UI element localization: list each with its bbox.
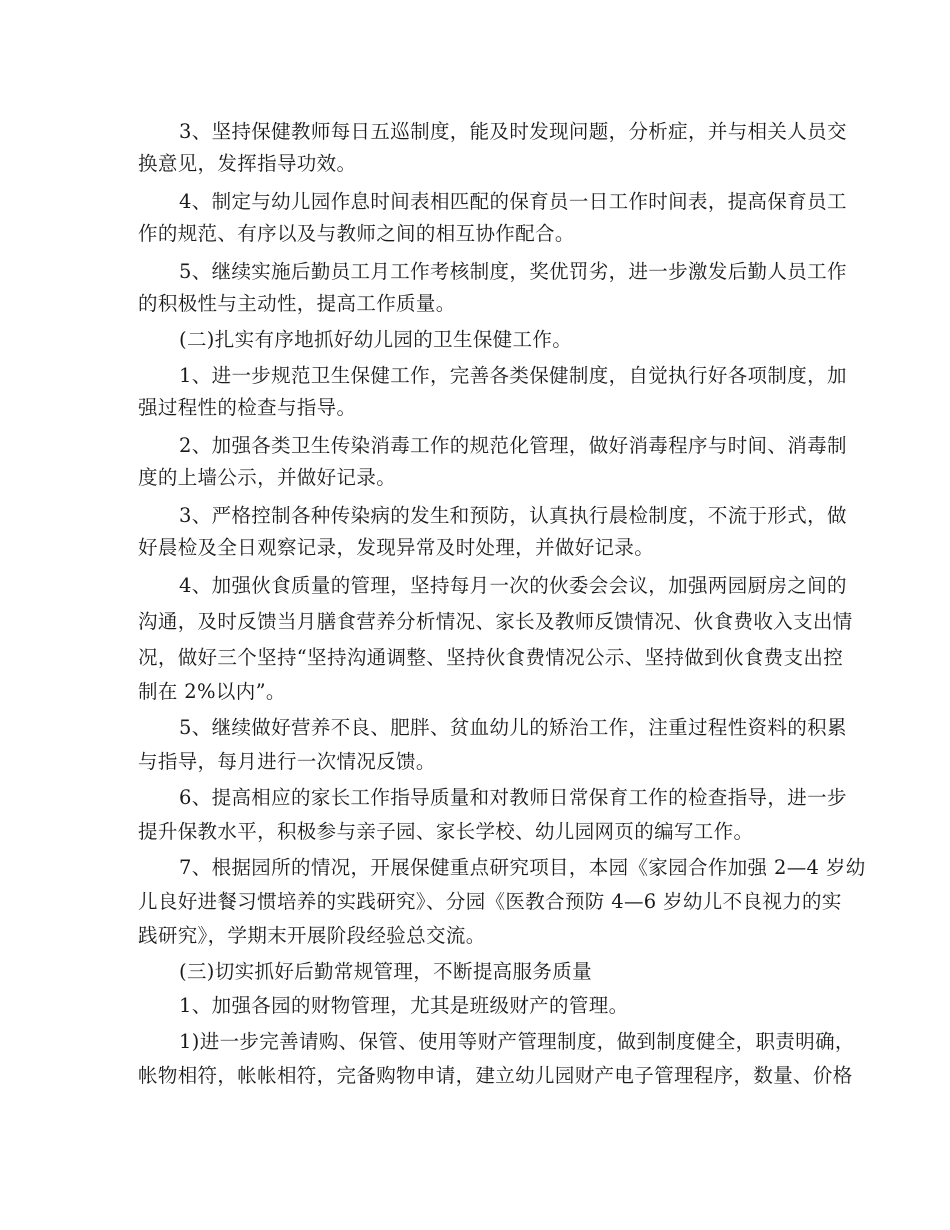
section-heading: (二)扎实有序地抓好幼儿园的卫生保健工作。 bbox=[179, 328, 573, 351]
paragraph-line: 1)进一步完善请购、保管、使用等财产管理制度，做到制度健全，职责明确， bbox=[179, 1030, 855, 1053]
paragraph-line: 儿良好进餐习惯培养的实践研究》、分园《医教合预防 4—6 岁幼儿不良视力的实 bbox=[138, 890, 842, 913]
paragraph-line: 的积极性与主动性，提高工作质量。 bbox=[138, 292, 456, 315]
paragraph-line: 制在 2%以内”。 bbox=[138, 680, 286, 703]
paragraph-line: 7、根据园所的情况，开展保健重点研究项目，本园《家园合作加强 2—4 岁幼 bbox=[179, 856, 866, 879]
paragraph-line: 作的规范、有序以及与教师之间的相互协作配合。 bbox=[138, 222, 575, 245]
paragraph-line: 度的上墙公示，并做好记录。 bbox=[138, 466, 397, 489]
paragraph-line: 沟通，及时反馈当月膳食营养分析情况、家长及教师反馈情况、伙食费收入支出情 bbox=[138, 610, 853, 633]
paragraph-line: 2、加强各类卫生传染消毒工作的规范化管理，做好消毒程序与时间、消毒制 bbox=[179, 434, 847, 457]
paragraph-line: 提升保教水平，积极参与亲子园、家长学校、幼儿园网页的编写工作。 bbox=[138, 820, 754, 843]
paragraph-line: 践研究》，学期末开展阶段经验总交流。 bbox=[138, 924, 486, 947]
paragraph-line: 3、坚持保健教师每日五巡制度，能及时发现问题，分析症，并与相关人员交 bbox=[179, 120, 847, 143]
paragraph-line: 换意见，发挥指导功效。 bbox=[138, 152, 357, 175]
paragraph-line: 强过程性的检查与指导。 bbox=[138, 396, 357, 419]
paragraph-line: 4、制定与幼儿园作息时间表相匹配的保育员一日工作时间表，提高保育员工 bbox=[179, 190, 847, 213]
paragraph-line: 1、进一步规范卫生保健工作，完善各类保健制度，自觉执行好各项制度，加 bbox=[179, 364, 847, 387]
paragraph-line: 好晨检及全日观察记录，发现异常及时处理，并做好记录。 bbox=[138, 536, 655, 559]
paragraph-line: 3、严格控制各种传染病的发生和预防，认真执行晨检制度，不流于形式，做 bbox=[179, 504, 847, 527]
paragraph-line: 5、继续做好营养不良、肥胖、贫血幼儿的矫治工作，注重过程性资料的积累 bbox=[179, 716, 847, 739]
section-heading: (三)切实抓好后勤常规管理，不断提高服务质量 bbox=[179, 960, 592, 983]
paragraph-line: 帐物相符，帐帐相符，完备购物申请，建立幼儿园财产电子管理程序，数量、价格 bbox=[138, 1064, 853, 1087]
paragraph-line: 与指导，每月进行一次情况反馈。 bbox=[138, 750, 436, 773]
paragraph-line: 6、提高相应的家长工作指导质量和对教师日常保育工作的检查指导，进一步 bbox=[179, 786, 847, 809]
paragraph-line: 4、加强伙食质量的管理，坚持每月一次的伙委会会议，加强两园厨房之间的 bbox=[179, 574, 847, 597]
paragraph-line: 况，做好三个坚持“坚持沟通调整、坚持伙食费情况公示、坚持做到伙食费支出控 bbox=[138, 646, 844, 669]
paragraph-line: 1、加强各园的财物管理，尤其是班级财产的管理。 bbox=[179, 994, 629, 1017]
paragraph-line: 5、继续实施后勤员工月工作考核制度，奖优罚劣，进一步激发后勤人员工作 bbox=[179, 260, 847, 283]
